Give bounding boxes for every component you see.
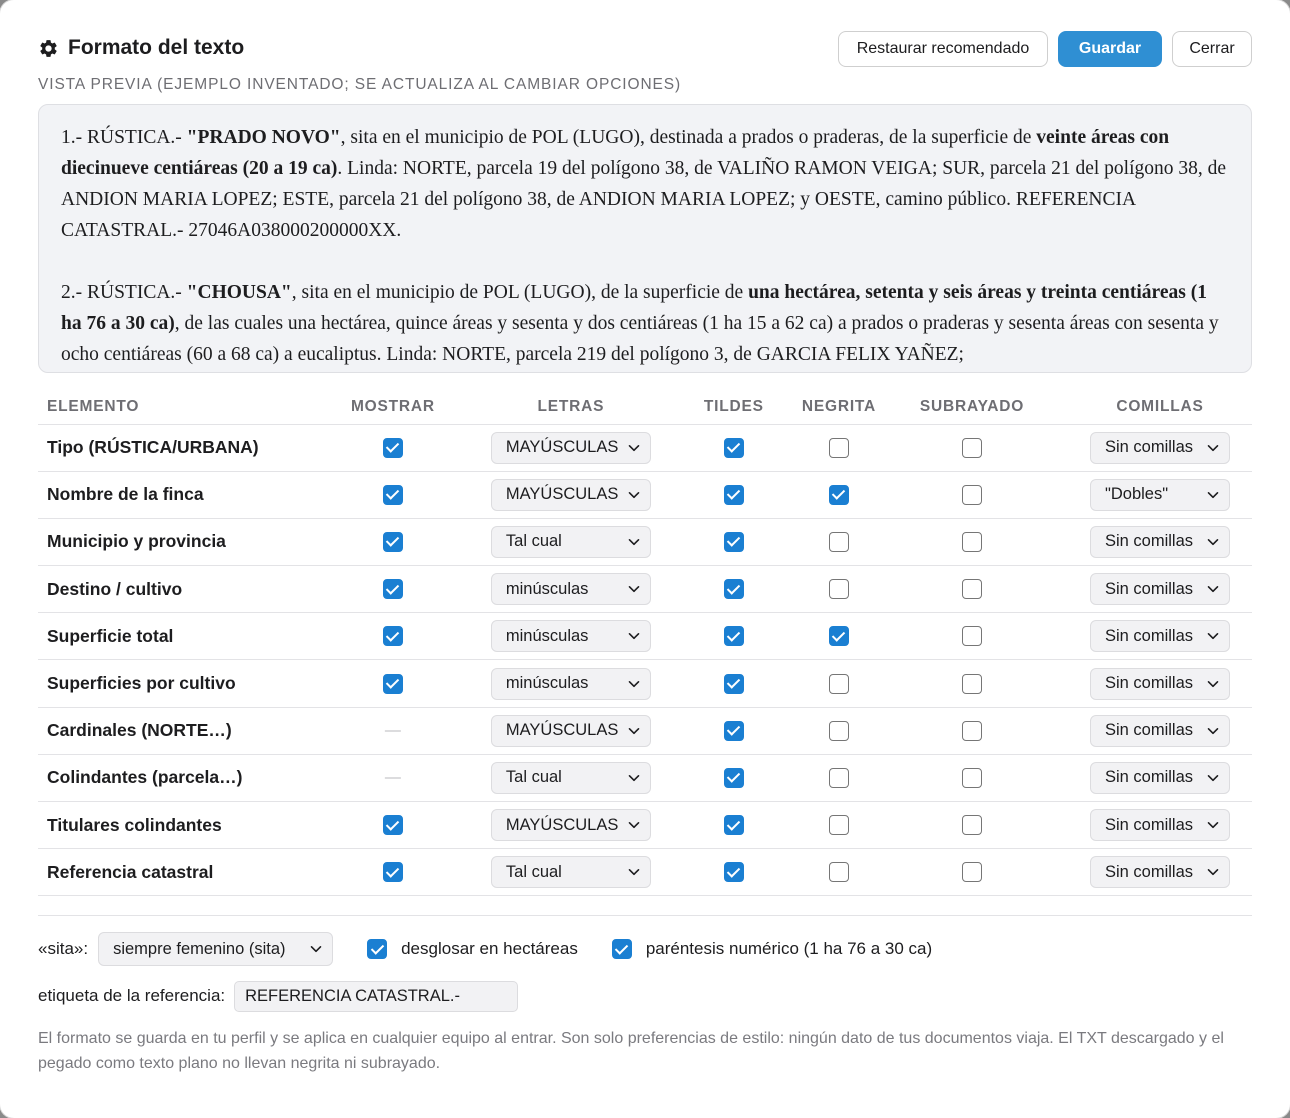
subrayado-cell xyxy=(876,471,1068,518)
preview-bold-text: "CHOUSA" xyxy=(186,282,292,303)
comillas-cell xyxy=(1068,754,1252,801)
subrayado-checkbox[interactable] xyxy=(962,768,982,788)
desglosar-label: desglosar en hectáreas xyxy=(401,939,578,958)
tildes-checkbox[interactable] xyxy=(724,721,744,741)
chevron-down-icon xyxy=(1206,677,1220,691)
negrita-checkbox[interactable] xyxy=(829,532,849,552)
col-header-letras: LETRAS xyxy=(476,390,666,424)
comillas-cell xyxy=(1068,424,1252,471)
tildes-checkbox[interactable] xyxy=(724,579,744,599)
mostrar-checkbox[interactable] xyxy=(383,626,403,646)
negrita-cell xyxy=(802,613,876,660)
col-header-mostrar: MOSTRAR xyxy=(310,390,476,424)
subrayado-cell xyxy=(876,707,1068,754)
comillas-select[interactable] xyxy=(1090,479,1230,511)
element-label: Titulares colindantes xyxy=(38,802,310,849)
letras-select-value: MAYÚSCULAS xyxy=(505,721,619,740)
desglosar-checkbox[interactable] xyxy=(367,939,387,959)
col-header-subrayado: SUBRAYADO xyxy=(876,390,1068,424)
table-row xyxy=(38,613,1252,660)
comillas-select-value: Sin comillas xyxy=(1105,768,1194,787)
letras-cell xyxy=(476,802,666,849)
letras-cell xyxy=(476,849,666,896)
subrayado-checkbox[interactable] xyxy=(962,579,982,599)
desglosar-option[interactable] xyxy=(367,939,578,959)
tildes-checkbox[interactable] xyxy=(724,815,744,835)
mostrar-dash: — xyxy=(384,768,401,786)
comillas-select[interactable] xyxy=(1090,809,1230,841)
negrita-checkbox[interactable] xyxy=(829,674,849,694)
chevron-down-icon xyxy=(627,677,641,691)
preview-text: , de las cuales una hectárea, quince áreas y sesenta y dos centiáreas (1 ha 15 a 62 ca) a prados o praderas y sesenta áreas con sesenta y ocho centiáreas (60 a 68 ca) a eucaliptus. Linda: NORTE, parcela 219 del polígono 3, de GARCIA FELIX YAÑEZ; xyxy=(61,313,1219,365)
col-header-elemento: ELEMENTO xyxy=(38,390,310,424)
col-header-comillas: COMILLAS xyxy=(1068,390,1252,424)
mostrar-cell xyxy=(310,471,476,518)
comillas-select[interactable] xyxy=(1090,668,1230,700)
letras-select[interactable] xyxy=(491,479,651,511)
comillas-cell xyxy=(1068,707,1252,754)
letras-select[interactable] xyxy=(491,762,651,794)
chevron-down-icon xyxy=(1206,441,1220,455)
element-label: Superficies por cultivo xyxy=(38,660,310,707)
letras-select-value: MAYÚSCULAS xyxy=(505,438,619,457)
close-button[interactable]: Cerrar xyxy=(1172,31,1252,67)
element-label: Superficie total xyxy=(38,613,310,660)
tildes-cell xyxy=(666,613,802,660)
tildes-cell xyxy=(666,802,802,849)
letras-cell xyxy=(476,754,666,801)
parentesis-checkbox[interactable] xyxy=(612,939,632,959)
letras-select-value: minúsculas xyxy=(505,626,589,645)
element-label: Colindantes (parcela…) xyxy=(38,754,310,801)
tildes-cell xyxy=(666,518,802,565)
mostrar-checkbox[interactable] xyxy=(383,674,403,694)
chevron-down-icon xyxy=(627,724,641,738)
preview-label: VISTA PREVIA (EJEMPLO INVENTADO; SE ACTUALIZA AL CAMBIAR OPCIONES) xyxy=(38,76,682,93)
comillas-cell xyxy=(1068,518,1252,565)
mostrar-dash: — xyxy=(384,721,401,739)
mostrar-checkbox[interactable] xyxy=(383,579,403,599)
table-row xyxy=(38,471,1252,518)
mostrar-cell xyxy=(310,518,476,565)
table-row xyxy=(38,707,1252,754)
extra-options-row xyxy=(38,932,932,966)
negrita-cell xyxy=(802,707,876,754)
subrayado-cell xyxy=(876,802,1068,849)
comillas-select-value: Sin comillas xyxy=(1105,674,1194,693)
negrita-checkbox[interactable] xyxy=(829,721,849,741)
subrayado-checkbox[interactable] xyxy=(962,485,982,505)
mostrar-checkbox[interactable] xyxy=(383,862,403,882)
table-row xyxy=(38,566,1252,613)
dialog-title xyxy=(38,36,244,60)
negrita-cell xyxy=(802,754,876,801)
subrayado-checkbox[interactable] xyxy=(962,674,982,694)
header-actions xyxy=(838,31,1252,67)
preview-paragraph xyxy=(61,277,1229,370)
comillas-select-value: Sin comillas xyxy=(1105,721,1194,740)
options-table xyxy=(38,390,1252,896)
chevron-down-icon xyxy=(1206,488,1220,502)
letras-select[interactable] xyxy=(491,809,651,841)
mostrar-checkbox[interactable] xyxy=(383,438,403,458)
preview-bold-text: veinte áreas con diecinueve centiáreas (20 a 19 ca) xyxy=(61,127,1170,179)
letras-cell xyxy=(476,424,666,471)
chevron-down-icon xyxy=(627,629,641,643)
footer-note: El formato se guarda en tu perfil y se aplica en cualquier equipo al entrar. Son solo preferencias de estilo: ningún dato de tus documentos viaja. El TXT descargado y el pegado como texto plano no llevan negrita ni subrayado. xyxy=(38,1030,1224,1072)
comillas-cell xyxy=(1068,613,1252,660)
col-header-tildes: TILDES xyxy=(666,390,802,424)
chevron-down-icon xyxy=(1206,724,1220,738)
negrita-cell xyxy=(802,566,876,613)
letras-select[interactable] xyxy=(491,573,651,605)
chevron-down-icon xyxy=(627,865,641,879)
subrayado-cell xyxy=(876,613,1068,660)
negrita-cell xyxy=(802,424,876,471)
subrayado-checkbox[interactable] xyxy=(962,862,982,882)
subrayado-cell xyxy=(876,566,1068,613)
comillas-select[interactable] xyxy=(1090,573,1230,605)
comillas-select-value: Sin comillas xyxy=(1105,532,1194,551)
chevron-down-icon xyxy=(309,942,323,956)
col-header-negrita: NEGRITA xyxy=(802,390,876,424)
tildes-cell xyxy=(666,660,802,707)
chevron-down-icon xyxy=(1206,818,1220,832)
comillas-select-value: Sin comillas xyxy=(1105,862,1194,881)
mostrar-cell xyxy=(310,754,476,801)
subrayado-checkbox[interactable] xyxy=(962,721,982,741)
letras-select-value: MAYÚSCULAS xyxy=(505,815,619,834)
comillas-select-value: Sin comillas xyxy=(1105,626,1194,645)
sita-select-value: siempre femenino (sita) xyxy=(113,939,286,958)
comillas-select[interactable] xyxy=(1090,620,1230,652)
letras-select[interactable] xyxy=(491,620,651,652)
letras-cell xyxy=(476,471,666,518)
reference-label-input[interactable]: REFERENCIA CATASTRAL.- xyxy=(234,981,518,1012)
mostrar-cell xyxy=(310,849,476,896)
tildes-checkbox[interactable] xyxy=(724,532,744,552)
dialog-header xyxy=(38,30,1252,68)
restore-button[interactable]: Restaurar recomendado xyxy=(838,31,1048,67)
letras-select-value: minúsculas xyxy=(505,674,589,693)
negrita-cell xyxy=(802,518,876,565)
comillas-select-value: Sin comillas xyxy=(1105,815,1194,834)
mostrar-checkbox[interactable] xyxy=(383,532,403,552)
subrayado-cell xyxy=(876,754,1068,801)
tildes-cell xyxy=(666,424,802,471)
table-row xyxy=(38,660,1252,707)
preview-box[interactable] xyxy=(38,104,1252,373)
parentesis-option[interactable] xyxy=(612,939,932,959)
element-label: Municipio y provincia xyxy=(38,518,310,565)
letras-select-value: minúsculas xyxy=(505,579,589,598)
comillas-select-value: Sin comillas xyxy=(1105,438,1194,457)
letras-select[interactable] xyxy=(491,432,651,464)
tildes-checkbox[interactable] xyxy=(724,674,744,694)
comillas-cell xyxy=(1068,566,1252,613)
element-label: Tipo (RÚSTICA/URBANA) xyxy=(38,424,310,471)
letras-select-value: Tal cual xyxy=(505,862,562,881)
chevron-down-icon xyxy=(1206,629,1220,643)
negrita-cell xyxy=(802,802,876,849)
tildes-checkbox[interactable] xyxy=(724,626,744,646)
letras-select[interactable] xyxy=(491,856,651,888)
letras-select[interactable] xyxy=(491,715,651,747)
preview-bold-text: "PRADO NOVO" xyxy=(186,127,341,148)
mostrar-checkbox[interactable] xyxy=(383,485,403,505)
comillas-cell xyxy=(1068,849,1252,896)
parentesis-label: paréntesis numérico (1 ha 76 a 30 ca) xyxy=(645,939,933,958)
preview-text: , sita en el municipio de POL (LUGO), de la superficie de xyxy=(291,282,749,303)
chevron-down-icon xyxy=(627,582,641,596)
tildes-cell xyxy=(666,849,802,896)
negrita-cell xyxy=(802,471,876,518)
mostrar-cell xyxy=(310,424,476,471)
table-row xyxy=(38,802,1252,849)
chevron-down-icon xyxy=(1206,582,1220,596)
negrita-checkbox[interactable] xyxy=(829,438,849,458)
subrayado-cell xyxy=(876,518,1068,565)
gear-icon xyxy=(38,38,59,59)
subrayado-cell xyxy=(876,849,1068,896)
subrayado-checkbox[interactable] xyxy=(962,438,982,458)
mostrar-checkbox[interactable] xyxy=(383,815,403,835)
chevron-down-icon xyxy=(1206,865,1220,879)
reference-label-caption: etiqueta de la referencia: xyxy=(38,986,226,1005)
mostrar-cell xyxy=(310,707,476,754)
comillas-cell xyxy=(1068,660,1252,707)
comillas-cell xyxy=(1068,802,1252,849)
letras-cell xyxy=(476,707,666,754)
comillas-select[interactable] xyxy=(1090,526,1230,558)
subrayado-cell xyxy=(876,660,1068,707)
mostrar-cell xyxy=(310,660,476,707)
negrita-checkbox[interactable] xyxy=(829,485,849,505)
negrita-cell xyxy=(802,660,876,707)
chevron-down-icon xyxy=(627,441,641,455)
comillas-select[interactable] xyxy=(1090,856,1230,888)
mostrar-cell xyxy=(310,566,476,613)
element-label: Referencia catastral xyxy=(38,849,310,896)
negrita-checkbox[interactable] xyxy=(829,768,849,788)
tildes-checkbox[interactable] xyxy=(724,485,744,505)
negrita-checkbox[interactable] xyxy=(829,579,849,599)
preview-paragraph xyxy=(61,122,1229,246)
negrita-cell xyxy=(802,849,876,896)
sita-label: «sita»: xyxy=(38,939,89,958)
subrayado-cell xyxy=(876,424,1068,471)
letras-select-value: Tal cual xyxy=(505,532,562,551)
element-label: Destino / cultivo xyxy=(38,566,310,613)
chevron-down-icon xyxy=(1206,771,1220,785)
mostrar-cell xyxy=(310,802,476,849)
tildes-cell xyxy=(666,566,802,613)
negrita-checkbox[interactable] xyxy=(829,626,849,646)
tildes-cell xyxy=(666,471,802,518)
subrayado-checkbox[interactable] xyxy=(962,815,982,835)
letras-cell xyxy=(476,613,666,660)
table-row xyxy=(38,754,1252,801)
negrita-checkbox[interactable] xyxy=(829,815,849,835)
element-label: Nombre de la finca xyxy=(38,471,310,518)
table-header-row xyxy=(38,390,1252,424)
preview-text: , sita en el municipio de POL (LUGO), destinada a prados o praderas, de la superficie de xyxy=(340,127,1037,148)
save-button[interactable]: Guardar xyxy=(1058,31,1162,67)
subrayado-checkbox[interactable] xyxy=(962,626,982,646)
sita-select[interactable] xyxy=(98,932,333,966)
letras-cell xyxy=(476,518,666,565)
tildes-checkbox[interactable] xyxy=(724,862,744,882)
preview-bold-text: una hectárea, setenta y seis áreas y treinta centiáreas (1 ha 76 a 30 ca) xyxy=(61,282,1207,334)
table-row xyxy=(38,424,1252,471)
comillas-select[interactable] xyxy=(1090,762,1230,794)
letras-select[interactable] xyxy=(491,526,651,558)
preview-text: . Linda: NORTE, parcela 19 del polígono 38, de VALIÑO RAMON VEIGA; SUR, parcela 21 del polígono 38, de ANDION MARIA LOPEZ; ESTE, parcela 21 del polígono 38, de ANDION MARIA LOPEZ; y OESTE, camino público. REFERENCIA CATASTRAL.- 27046A038000200000XX. xyxy=(61,158,1227,241)
chevron-down-icon xyxy=(1206,535,1220,549)
comillas-select[interactable] xyxy=(1090,715,1230,747)
tildes-checkbox[interactable] xyxy=(724,438,744,458)
letras-cell xyxy=(476,660,666,707)
chevron-down-icon xyxy=(627,818,641,832)
element-label: Cardinales (NORTE…) xyxy=(38,707,310,754)
comillas-select-value: "Dobles" xyxy=(1105,485,1169,504)
table-row xyxy=(38,518,1252,565)
tildes-checkbox[interactable] xyxy=(724,768,744,788)
page-title: Formato del texto xyxy=(68,36,245,59)
reference-label-row xyxy=(38,980,518,1012)
subrayado-checkbox[interactable] xyxy=(962,532,982,552)
table-row xyxy=(38,849,1252,896)
negrita-checkbox[interactable] xyxy=(829,862,849,882)
mostrar-cell xyxy=(310,613,476,660)
letras-select-value: Tal cual xyxy=(505,768,562,787)
comillas-cell xyxy=(1068,471,1252,518)
tildes-cell xyxy=(666,707,802,754)
divider xyxy=(38,915,1252,916)
tildes-cell xyxy=(666,754,802,801)
chevron-down-icon xyxy=(627,488,641,502)
preview-text: 1.- RÚSTICA.- xyxy=(61,127,187,148)
comillas-select-value: Sin comillas xyxy=(1105,579,1194,598)
comillas-select[interactable] xyxy=(1090,432,1230,464)
preview-text: 2.- RÚSTICA.- xyxy=(61,282,187,303)
letras-select[interactable] xyxy=(491,668,651,700)
letras-cell xyxy=(476,566,666,613)
chevron-down-icon xyxy=(627,771,641,785)
chevron-down-icon xyxy=(627,535,641,549)
letras-select-value: MAYÚSCULAS xyxy=(505,485,619,504)
